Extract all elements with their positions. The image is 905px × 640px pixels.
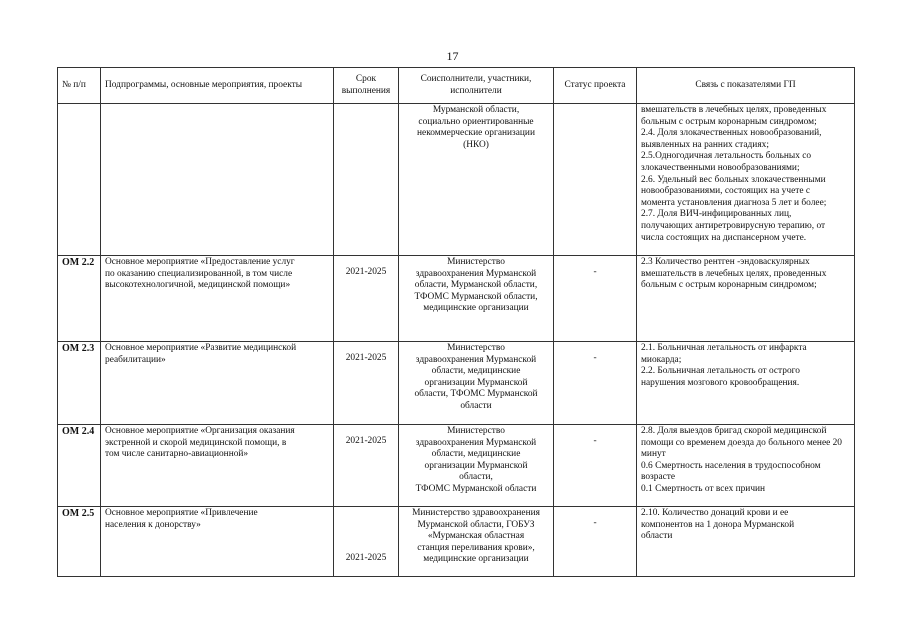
row-name: Основное мероприятие «Привлечение населения к донорству» [101,507,334,577]
header-name: Подпрограммы, основные мероприятия, проекты [101,68,334,104]
row-executors: Министерство здравоохранения Мурманской области, ГОБУЗ «Мурманская областная станция переливания крови», медицинские организации [399,507,554,577]
table-row [58,256,855,342]
table-row [58,425,855,507]
table-row [58,342,855,425]
row-term: 2021-2025 [334,507,399,577]
row-executors: Министерство здравоохранения Мурманской области, медицинские организации Мурманской области, ТФОМС Мурманской области [399,342,554,425]
header-executors: Соисполнители, участники, исполнители [399,68,554,104]
row-number: ОМ 2.2 [58,256,101,342]
row-number: ОМ 2.4 [58,425,101,507]
table-header-row [58,68,855,104]
row-number: ОМ 2.3 [58,342,101,425]
row-name: Основное мероприятие «Развитие медицинской реабилитации» [101,342,334,425]
row-indicators: 2.10. Количество донаций крови и ее компонентов на 1 донора Мурманской области [637,507,855,577]
row-status: - [554,256,637,342]
row-term: 2021-2025 [334,342,399,425]
row-name: Основное мероприятие «Предоставление услуг по оказанию специализированной, в том числе высокотехнологичной, медицинской помощи» [101,256,334,342]
row-indicators: 2.8. Доля выездов бригад скорой медицинской помощи со временем доезда до больного менее 20 минут 0.6 Смертность населения в трудоспособном возрасте 0.1 Смертность от всех причин [637,425,855,507]
row-name [101,104,334,256]
row-status: - [554,507,637,577]
row-status: - [554,342,637,425]
row-term: 2021-2025 [334,256,399,342]
header-term: Срок выполнения [334,68,399,104]
row-executors: Министерство здравоохранения Мурманской области, Мурманской области, ТФОМС Мурманской области, медицинские организации [399,256,554,342]
row-indicators: 2.1. Больничная летальность от инфаркта миокарда; 2.2. Больничная летальность от острого нарушения мозгового кровообращения. [637,342,855,425]
row-number [58,104,101,256]
row-term: 2021-2025 [334,425,399,507]
page-number: 17 [446,49,459,63]
row-term [334,104,399,256]
row-executors: Министерство здравоохранения Мурманской области, медицинские организации Мурманской области, ТФОМС Мурманской области [399,425,554,507]
row-executors: Мурманской области, социально ориентированные некоммерческие организации (НКО) [399,104,554,256]
header-indicators: Связь с показателями ГП [637,68,855,104]
row-status [554,104,637,256]
table-row [58,507,855,577]
row-status: - [554,425,637,507]
header-status: Статус проекта [554,68,637,104]
program-table [57,67,855,577]
table-row [58,104,855,256]
header-number: № п/п [58,68,101,104]
row-indicators: 2.3 Количество рентген -эндоваскулярных вмешательств в лечебных целях, проведенных больным с острым коронарным синдромом; [637,256,855,342]
row-name: Основное мероприятие «Организация оказания экстренной и скорой медицинской помощи, в том числе санитарно-авиационной» [101,425,334,507]
row-number: ОМ 2.5 [58,507,101,577]
row-indicators: вмешательств в лечебных целях, проведенных больным с острым коронарным синдромом; 2.4. Доля злокачественных новообразований, выявленных на ранних стадиях; 2.5.Одногодичная летальность больных со злокачественными новообразованиями; 2.6. Удельный вес больных злокачественными новообразованиями, состоящих на учете с момента установления диагноза 5 лет и более; 2.7. Доля ВИЧ-инфицированных лиц, получающих антиретровирусную терапию, от числа состоящих на диспансерном учете. [637,104,855,256]
